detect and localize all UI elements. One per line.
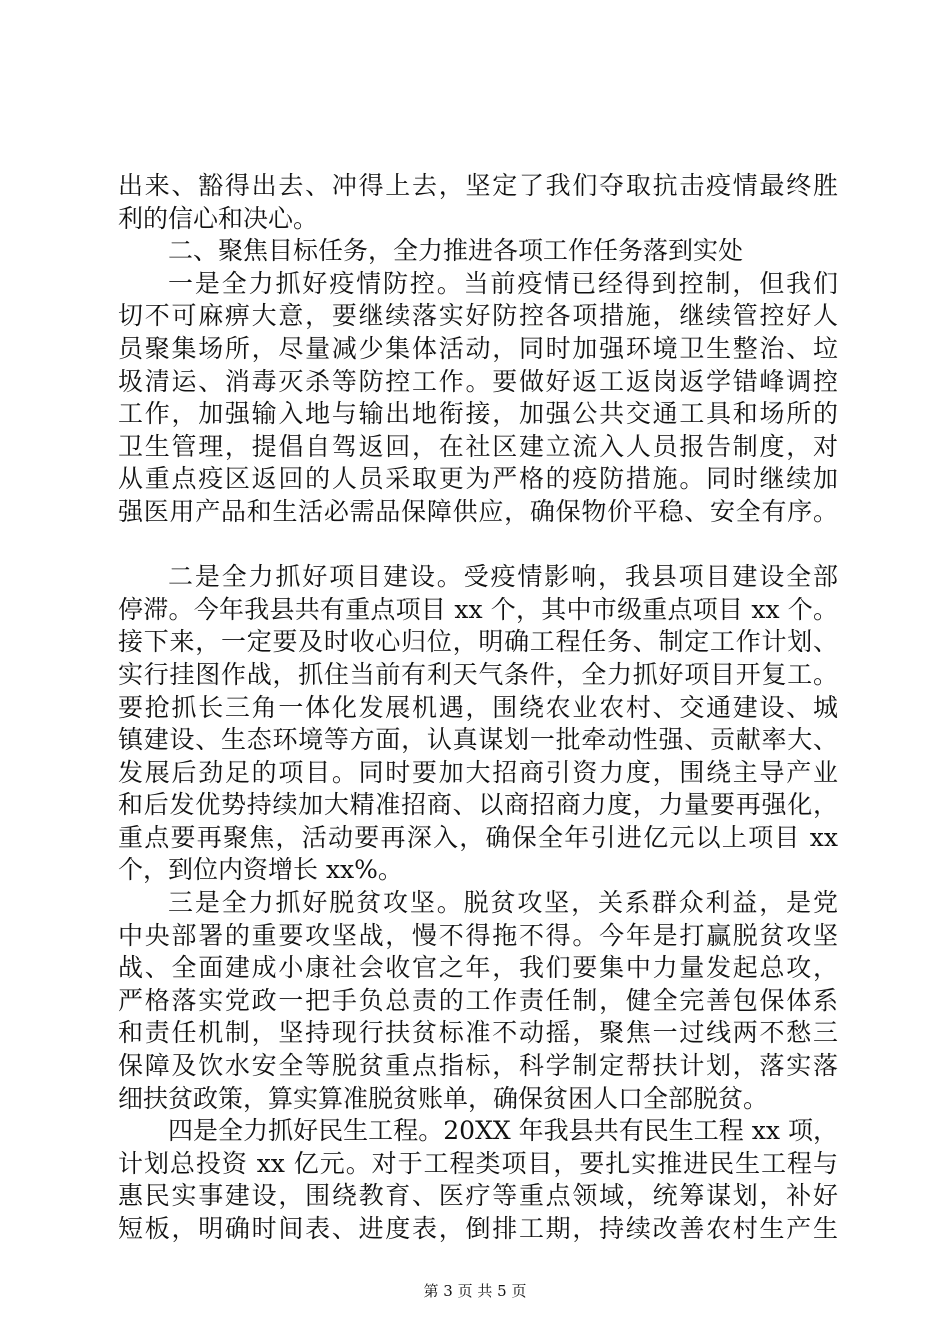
text-line: 出来、豁得出去、冲得上去，坚定了我们夺取抗击疫情最终胜: [118, 171, 838, 200]
text-line: 中央部署的重要攻坚战，慢不得拖不得。今年是打赢脱贫攻坚: [118, 920, 838, 950]
text-line: 二是全力抓好项目建设。受疫情影响，我县项目建设全部: [168, 562, 838, 592]
text-line: 要抢抓长三角一体化发展机遇，围绕农业农村、交通建设、城: [118, 692, 838, 722]
blank-line: [118, 529, 838, 562]
text-line: 计划总投资 xx 亿元。对于工程类项目，要扎实推进民生工程与: [118, 1148, 838, 1178]
text-line: 惠民实事建设，围绕教育、医疗等重点领域，统筹谋划，补好: [118, 1181, 838, 1211]
text-line: 严格落实党政一把手负总责的工作责任制，健全完善包保体系: [118, 985, 838, 1015]
text-line: 细扶贫政策，算实算准脱贫账单，确保贫困人口全部脱贫。: [118, 1083, 769, 1113]
text-line: 三是全力抓好脱贫攻坚。脱贫攻坚，关系群众利益，是党: [168, 888, 838, 918]
text-line: 个，到位内资增长 xx%。: [118, 855, 403, 885]
text-line: 短板，明确时间表、进度表，倒排工期，持续改善农村生产生: [118, 1214, 838, 1243]
text-line: 二、聚焦目标任务，全力推进各项工作任务落到实处: [168, 236, 744, 266]
text-line: 四是全力抓好民生工程。20XX 年我县共有民生工程 xx 项，: [168, 1116, 838, 1146]
text-line: 圾清运、消毒灭杀等防控工作。要做好返工返岗返学错峰调控: [118, 366, 838, 396]
text-line: 战、全面建成小康社会收官之年，我们要集中力量发起总攻，: [118, 953, 838, 983]
text-line: 和责任机制，坚持现行扶贫标准不动摇，聚焦一过线两不愁三: [118, 1018, 838, 1048]
text-line: 和后发优势持续加大精准招商、以商招商力度，力量要再强化，: [118, 790, 838, 820]
text-line: 利的信心和决心。: [118, 203, 319, 233]
text-line: 工作，加强输入地与输出地衔接，加强公共交通工具和场所的: [118, 399, 838, 429]
document-body: [118, 170, 838, 1246]
text-line: 员聚集场所，尽量减少集体活动，同时加强环境卫生整治、垃: [118, 333, 838, 363]
text-line: 从重点疫区返回的人员采取更为严格的疫防措施。同时继续加: [118, 464, 838, 494]
text-line: 强医用产品和生活必需品保障供应，确保物价平稳、安全有序。: [118, 496, 838, 526]
text-line: 接下来，一定要及时收心归位，明确工程任务、制定工作计划、: [118, 627, 838, 657]
text-line: 保障及饮水安全等脱贫重点指标，科学制定帮扶计划，落实落: [118, 1051, 838, 1081]
text-line: 实行挂图作战，抓住当前有利天气条件，全力抓好项目开复工。: [118, 659, 838, 689]
text-line: 切不可麻痹大意，要继续落实好防控各项措施，继续管控好人: [118, 301, 838, 331]
text-line: 卫生管理，提倡自驾返回，在社区建立流入人员报告制度，对: [118, 431, 838, 461]
text-line: 镇建设、生态环境等方面，认真谋划一批牵动性强、贡献率大、: [118, 725, 838, 755]
page-footer: 第 3 页 共 5 页: [423, 1282, 527, 1300]
text-line: 发展后劲足的项目。同时要加大招商引资力度，围绕主导产业: [118, 757, 838, 787]
text-line: 一是全力抓好疫情防控。当前疫情已经得到控制，但我们: [168, 268, 838, 298]
text-line: 停滞。今年我县共有重点项目 xx 个，其中市级重点项目 xx 个。: [118, 594, 838, 624]
text-line: 重点要再聚焦，活动要再深入，确保全年引进亿元以上项目 xx: [118, 822, 838, 852]
